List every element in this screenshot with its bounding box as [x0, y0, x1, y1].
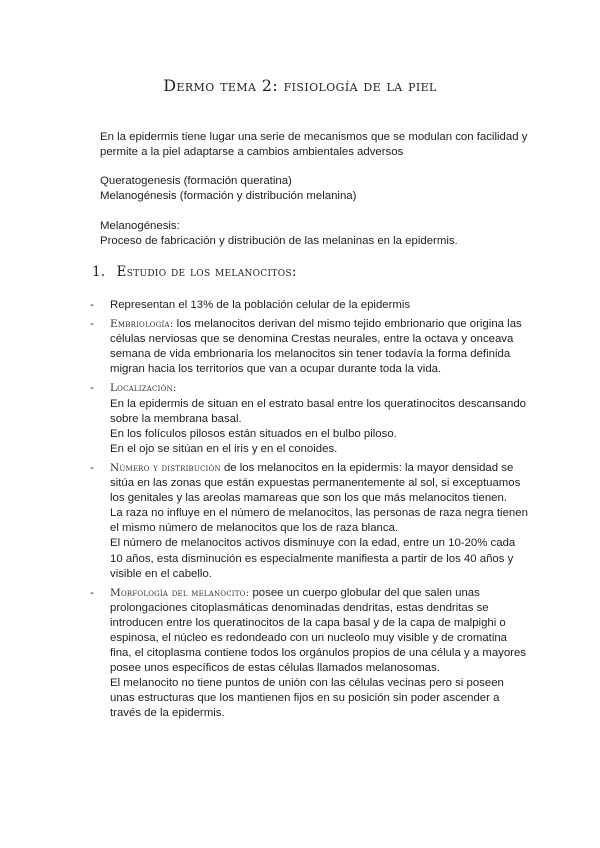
- list-dash: -: [90, 461, 94, 474]
- morfologia-label: Morfología del melanocito:: [110, 586, 250, 599]
- section-title: Estudio de los melanocitos:: [116, 264, 297, 280]
- list-item-numero-distribucion: [90, 461, 530, 582]
- queratogenesis-line: Queratogenesis (formación queratina): [100, 175, 292, 187]
- melanogenesis-block: [100, 219, 530, 249]
- list-item-embriologia: [90, 317, 530, 377]
- melanocyte-list: [90, 298, 530, 722]
- melanogenesis-label: Melanogénesis:: [100, 220, 180, 232]
- intro-text: En la epidermis tiene lugar una serie de mecanismos que se modulan con facilidad y permite a la piel adaptarse a cambios ambientales adversos: [100, 131, 528, 158]
- embriologia-text: los melanocitos derivan del mismo tejido embrionario que origina las células nerviosas que se denomina Crestas neurales, entre la octava y onceava semana de vida embrionaria los melanocitos sin tener todavía la forma definida migran hacia los territorios que van a ocupar durante toda la vida.: [110, 318, 522, 376]
- list-item-morfologia: [90, 586, 530, 722]
- list-dash: -: [90, 299, 94, 311]
- list-dash: -: [90, 586, 94, 599]
- list-item-text: Representan el 13% de la población celular de la epidermis: [110, 299, 411, 311]
- localizacion-paragraph-2: En los folículos pilosos están situados en el bulbo piloso.: [110, 427, 397, 440]
- definitions-block: [100, 174, 530, 204]
- numero-paragraph-2: La raza no influye en el número de melanocitos, las personas de raza negra tienen el mismo número de melanocitos que los de raza blanca.: [110, 507, 528, 535]
- list-dash: -: [90, 382, 94, 395]
- section-heading: [92, 264, 297, 280]
- morfologia-paragraph-2: El melanocito no tiene puntos de unión con las células vecinas pero si poseen unas estructuras que los mantienen fijos en su posición sin poder ascender a través de la epidermis.: [110, 677, 504, 720]
- page-title: Dermo tema 2: fisiología de la piel: [163, 76, 437, 95]
- melanogenesis-definition: Proceso de fabricación y distribución de las melaninas en la epidermis.: [100, 235, 458, 247]
- numero-text: de los melanocitos en la epidermis: la mayor densidad se sitúa en las zonas que están expuestas permanentemente al sol, si exceptuamos los genitales y las areolas mamareas que son los que más melanocitos tienen.: [110, 461, 521, 505]
- localizacion-paragraph-3: En el ojo se sitúan en el iris y en el conoides.: [110, 442, 338, 455]
- localizacion-paragraph-1: En la epidermis de situan en el estrato basal entre los queratinocitos descansando sobre la membrana basal.: [110, 397, 527, 425]
- numero-label: Número y distribución: [110, 461, 221, 474]
- melanogenesis-line: Melanogénesis (formación y distribución melanina): [100, 190, 357, 202]
- embriologia-label: Embriología:: [110, 318, 174, 331]
- numero-paragraph-3: El número de melanocitos activos disminuye con la edad, entre un 10-20% cada 10 años, esta disminución es especialmente manifiesta a partir de los 40 años y visible en el cabello.: [110, 537, 516, 580]
- localizacion-label: Localización:: [110, 382, 177, 395]
- section-number: 1.: [92, 264, 106, 280]
- list-item-localizacion: [90, 381, 530, 456]
- list-item-percentage: [90, 298, 530, 313]
- intro-paragraph: [100, 130, 530, 160]
- morfologia-text: posee un cuerpo globular del que salen unas prolongaciones citoplasmáticas denominadas dendritas, estas dendritas se introducen entre los queratinocitos de la capa basal y de la capa de malpighi o espinosa, el núcleo es redondeado con un nucleolo muy visible y de cromatina fina, el citoplasma contiene todos los orgánulos propios de una célula y a mayores posee unos específicos de estas células llamados melanosomas.: [110, 586, 527, 675]
- list-dash: -: [90, 318, 94, 331]
